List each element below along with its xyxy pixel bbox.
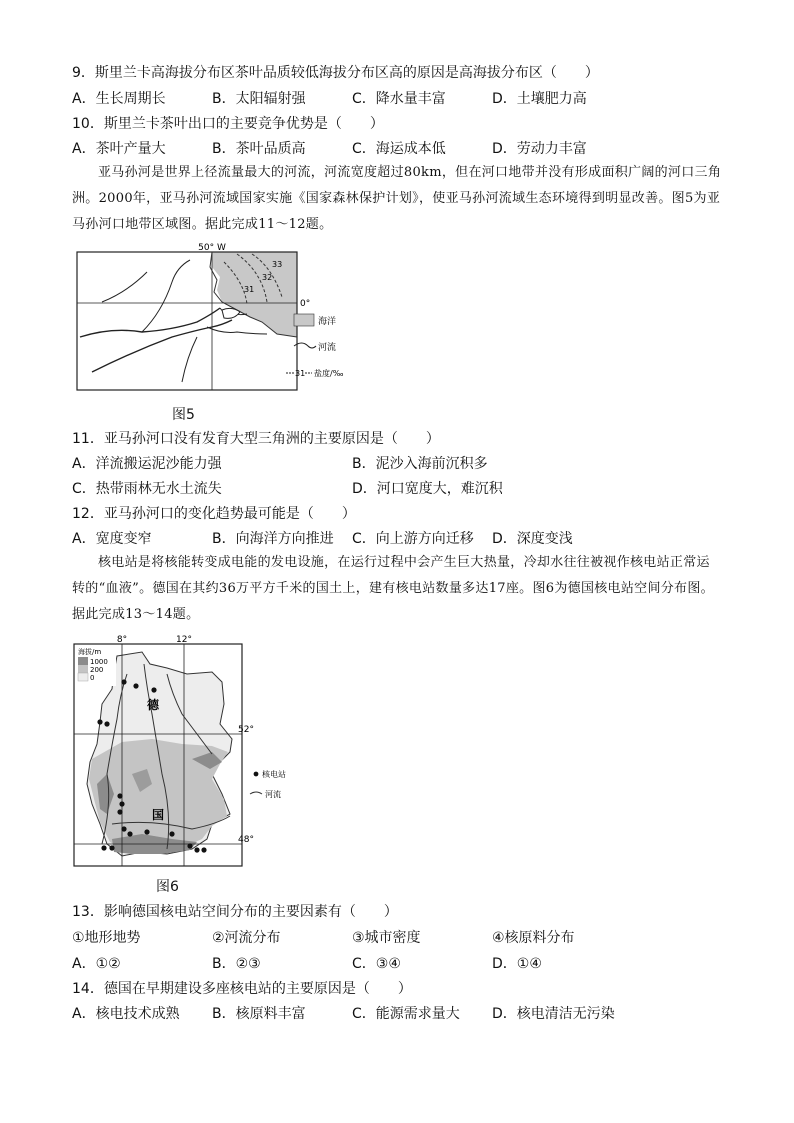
question-11-option-d: D．河口宽度大，难沉积 bbox=[352, 481, 503, 497]
legend-river: 河流 bbox=[318, 343, 337, 353]
question-9-option-c: C．降水量丰富 bbox=[352, 91, 446, 107]
elevation-level-0: 0 bbox=[90, 674, 95, 682]
figure-5-map bbox=[72, 242, 372, 402]
isohaline-label-32: 32 bbox=[262, 273, 273, 282]
question-14-option-b: B．核原料丰富 bbox=[212, 1006, 306, 1022]
figure-6-lat-52: 52° bbox=[238, 725, 254, 735]
legend-ocean: 海洋 bbox=[318, 317, 337, 327]
question-13-option-b: B．②③ bbox=[212, 956, 261, 972]
question-12-option-b: B．向海洋方向推进 bbox=[212, 531, 334, 547]
question-11-stem: 11．亚马孙河口没有发育大型三角洲的主要原因是（ ） bbox=[72, 431, 440, 447]
figure-6-lon-8: 8° bbox=[116, 635, 128, 645]
question-10-stem: 10．斯里兰卡茶叶出口的主要竞争优势是（ ） bbox=[72, 116, 384, 132]
passage-amazon: 亚马孙河是世界上径流量最大的河流，河流宽度超过80km，但在河口地带并没有形成面积广阔的河口三角洲。2000年，亚马孙河流域国家实施《国家森林保护计划》，使亚马孙河流域生态环境得到明显改善。图5为亚马孙河口地带区域图。据此完成11～12题。 bbox=[72, 165, 722, 232]
isohaline-label-33: 33 bbox=[272, 260, 283, 269]
question-9-stem: 9．斯里兰卡高海拔分布区茶叶品质较低海拔分布区高的原因是高海拔分布区（ ） bbox=[72, 65, 599, 81]
question-13-option-d: D．①④ bbox=[492, 956, 542, 972]
legend-salinity-sample: 31 bbox=[295, 369, 306, 378]
elevation-level-1000: 1000 bbox=[90, 658, 108, 666]
question-13-factor-3: ③城市密度 bbox=[352, 930, 421, 946]
question-10-option-c: C．海运成本低 bbox=[352, 141, 446, 157]
question-14-stem: 14．德国在早期建设多座核电站的主要原因是（ ） bbox=[72, 981, 412, 997]
question-11-option-b: B．泥沙入海前沉积多 bbox=[352, 456, 488, 472]
question-12-option-d: D．深度变浅 bbox=[492, 531, 573, 547]
question-14-option-d: D．核电清洁无污染 bbox=[492, 1006, 615, 1022]
question-13-option-c: C．③④ bbox=[352, 956, 401, 972]
figure-5-caption: 图5 bbox=[172, 407, 195, 423]
isohaline-label-31: 31 bbox=[244, 285, 255, 294]
figure-6-lat-48: 48° bbox=[238, 835, 254, 845]
question-9-option-b: B．太阳辐射强 bbox=[212, 91, 306, 107]
question-13-option-a: A．①② bbox=[72, 956, 121, 972]
legend-salinity-label: 盐度/‰ bbox=[314, 369, 344, 378]
question-12-option-c: C．向上游方向迁移 bbox=[352, 531, 474, 547]
figure-5-lat-label: 0° bbox=[300, 299, 311, 309]
question-11-option-c: C．热带雨林无水土流失 bbox=[72, 481, 222, 497]
question-13-factor-4: ④核原料分布 bbox=[492, 930, 575, 946]
elevation-level-200: 200 bbox=[90, 666, 104, 674]
question-10-option-d: D．劳动力丰富 bbox=[492, 141, 587, 157]
question-9-option-a: A．生长周期长 bbox=[72, 91, 166, 107]
figure-6-caption: 图6 bbox=[156, 879, 179, 895]
elevation-legend-title: 海拔/m bbox=[78, 648, 102, 656]
country-char-1: 德 bbox=[147, 698, 160, 712]
question-14-option-a: A．核电技术成熟 bbox=[72, 1006, 180, 1022]
legend-river-6: 河流 bbox=[265, 790, 281, 799]
question-9-option-d: D．土壤肥力高 bbox=[492, 91, 587, 107]
question-13-factor-2: ②河流分布 bbox=[212, 930, 281, 946]
figure-6-map bbox=[72, 634, 332, 874]
passage-germany: 核电站是将核能转变成电能的发电设施，在运行过程中会产生巨大热量，冷却水往往被视作核电站正常运转的“血液”。德国在其约36万平方千米的国土上，建有核电站数量多达17座。图6为德国核电站空间分布图。据此完成13～14题。 bbox=[72, 555, 714, 622]
question-14-option-c: C．能源需求量大 bbox=[352, 1006, 460, 1022]
question-10-option-a: A．茶叶产量大 bbox=[72, 141, 166, 157]
legend-station: 核电站 bbox=[262, 770, 286, 779]
question-13-factor-1: ①地形地势 bbox=[72, 930, 141, 946]
question-10-option-b: B．茶叶品质高 bbox=[212, 141, 306, 157]
question-12-option-a: A．宽度变窄 bbox=[72, 531, 152, 547]
country-char-2: 国 bbox=[152, 808, 165, 822]
figure-5-lon-label: 50° W bbox=[198, 243, 226, 253]
question-11-option-a: A．洋流搬运泥沙能力强 bbox=[72, 456, 222, 472]
question-13-stem: 13．影响德国核电站空间分布的主要因素有（ ） bbox=[72, 904, 398, 920]
question-12-stem: 12．亚马孙河口的变化趋势最可能是（ ） bbox=[72, 506, 356, 522]
figure-6-lon-12: 12° bbox=[176, 635, 192, 645]
